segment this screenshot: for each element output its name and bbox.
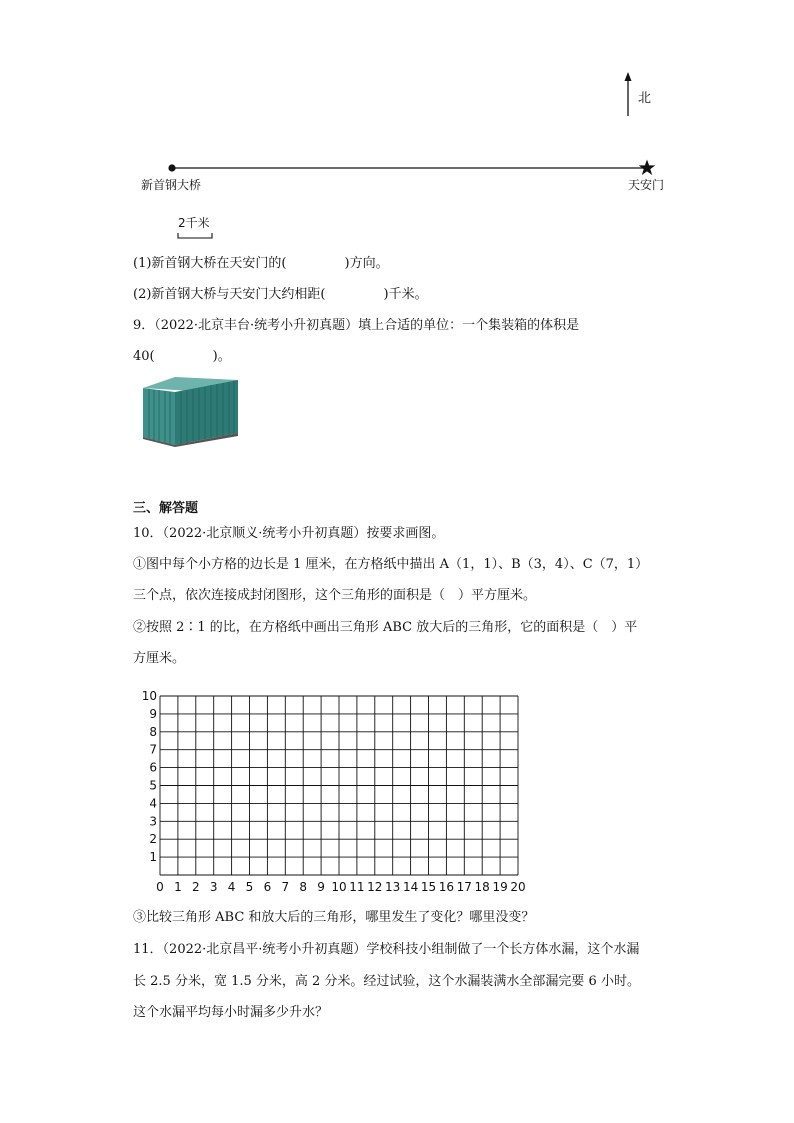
- x-axis-label: 14: [402, 880, 419, 894]
- y-axis-label: 9: [149, 706, 157, 721]
- x-axis-label: 13: [385, 880, 401, 894]
- y-axis-label: 10: [141, 689, 157, 703]
- scale-bar: [178, 233, 212, 238]
- q9-line1: 9．（2022·北京丰台·统考小升初真题）填上合适的单位：一个集装箱的体积是: [133, 318, 580, 333]
- q8-sub2-after: )千米。: [383, 287, 428, 302]
- q9-line2-before: 40(: [133, 349, 155, 364]
- q10-part2-line1: ②按照 2∶1 的比，在方格纸中画出三角形 ABC 放大后的三角形，它的面积是（ ）平: [133, 620, 638, 635]
- x-axis-label: 17: [456, 880, 472, 894]
- x-axis-label: 5: [245, 880, 254, 894]
- x-axis-label: 18: [474, 880, 490, 894]
- q8-sub1-after: )方向。: [344, 256, 389, 271]
- x-axis-label: 16: [438, 880, 455, 894]
- q10-part2-line2: 方厘米。: [133, 651, 186, 666]
- y-axis-label: 6: [149, 760, 157, 775]
- point-b-label: 天安门: [628, 178, 665, 192]
- section3-title: 三、解答题: [133, 501, 199, 516]
- x-axis-label: 1: [174, 880, 182, 894]
- q11-line3: 这个水漏平均每小时漏多少升水？: [133, 1005, 329, 1020]
- y-axis-label: 1: [149, 850, 157, 865]
- coordinate-grid[interactable]: [130, 684, 540, 894]
- x-axis-label: 12: [367, 880, 383, 894]
- q10-line1: 10．（2022·北京顺义·统考小升初真题）按要求画图。: [133, 526, 445, 541]
- q8-sub1-before: (1)新首钢大桥在天安门的(: [133, 256, 287, 271]
- y-axis-label: 3: [149, 814, 157, 829]
- x-axis-label: 9: [317, 880, 325, 894]
- q8-sub2: [133, 286, 428, 304]
- q8-sub2-before: (2)新首钢大桥与天安门大约相距(: [133, 287, 326, 302]
- x-axis-label: 4: [227, 880, 236, 894]
- q10-part1-line2: 三个点，依次连接成封闭图形，这个三角形的面积是（ ）平方厘米。: [133, 588, 537, 603]
- q10-part1-line1: ①图中每个小方格的边长是 1 厘米，在方格纸中描出 A（1，1）、B（3，4）、C（7，1）: [133, 557, 649, 572]
- star-icon: [639, 160, 656, 176]
- q9-line2: [133, 348, 231, 366]
- x-axis-label: 7: [281, 880, 290, 894]
- x-axis-label: 15: [420, 880, 437, 894]
- x-axis-label: 10: [331, 880, 347, 894]
- y-axis-label: 2: [149, 832, 157, 847]
- y-axis-label: 8: [149, 724, 157, 739]
- q11-line1: 11．（2022·北京昌平·统考小升初真题）学校科技小组制做了一个长方体水漏，这个水漏: [133, 942, 640, 957]
- point-a-label: 新首钢大桥: [141, 178, 202, 192]
- q11-line2: 长 2.5 分米，宽 1.5 分米，高 2 分米。经过试验，这个水漏装满水全部漏完要 6 小时。: [133, 974, 640, 989]
- north-arrow-head: [625, 72, 632, 81]
- y-axis-label: 5: [149, 778, 157, 793]
- x-axis-label: 11: [349, 880, 365, 894]
- x-axis-label: 20: [510, 880, 526, 894]
- shipping-container-image: [140, 375, 240, 447]
- map-diagram: [0, 0, 794, 250]
- north-label: 北: [638, 91, 652, 106]
- x-axis-label: 8: [299, 880, 308, 894]
- q10-part3: ③比较三角形 ABC 和放大后的三角形，哪里发生了变化？哪里没变？: [133, 910, 535, 925]
- point-a-dot: [168, 164, 175, 171]
- x-axis-label: 19: [492, 880, 508, 894]
- x-axis-label: 3: [209, 880, 218, 894]
- x-axis-label: 2: [191, 880, 200, 894]
- q9-line2-after: )。: [212, 349, 231, 364]
- q8-sub1: [133, 255, 389, 273]
- scale-label: 2千米: [178, 216, 210, 230]
- x-axis-label: 6: [263, 880, 272, 894]
- y-axis-label: 4: [149, 796, 157, 811]
- y-axis-label: 7: [149, 742, 157, 757]
- x-axis-label: 0: [156, 880, 164, 894]
